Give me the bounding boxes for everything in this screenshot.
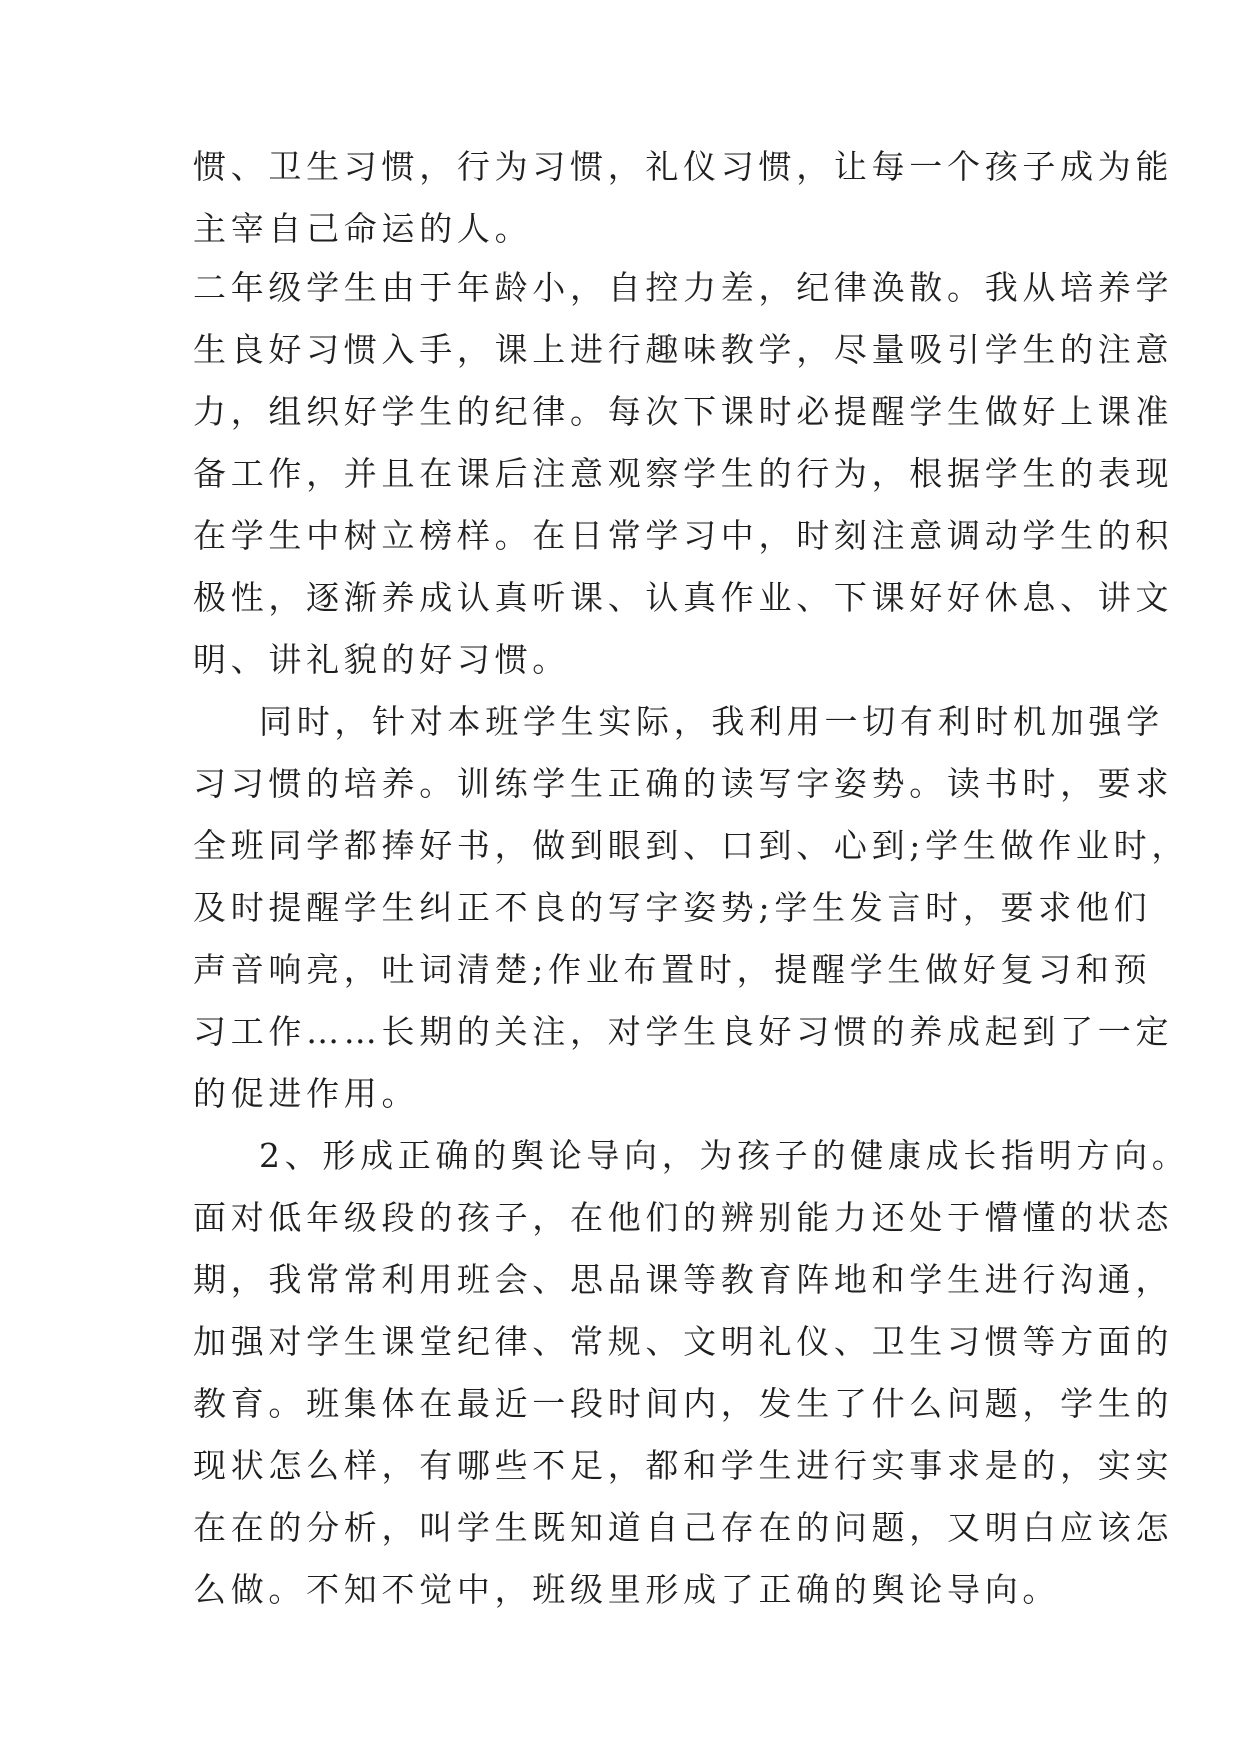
text-line: 面对低年级段的孩子，在他们的辨别能力还处于懵懂的状态 <box>193 1198 1174 1237</box>
text-line: 明、讲礼貌的好习惯。 <box>193 640 570 679</box>
text-line: 教育。班集体在最近一段时间内，发生了什么问题，学生的 <box>193 1384 1174 1423</box>
text-line: 习工作……长期的关注，对学生良好习惯的养成起到了一定 <box>193 1012 1174 1051</box>
text-line: 备工作，并且在课后注意观察学生的行为，根据学生的表现 <box>193 454 1174 493</box>
text-line: 极性，逐渐养成认真听课、认真作业、下课好好休息、讲文 <box>193 578 1174 617</box>
text-line: 全班同学都捧好书，做到眼到、口到、心到;学生做作业时， <box>193 826 1190 865</box>
text-line: 主宰自己命运的人。 <box>193 209 533 248</box>
text-line: 二年级学生由于年龄小，自控力差，纪律涣散。我从培养学 <box>193 268 1174 307</box>
text-line: 在在的分析，叫学生既知道自己存在的问题，又明白应该怎 <box>193 1508 1174 1547</box>
text-line: 么做。不知不觉中，班级里形成了正确的舆论导向。 <box>193 1570 1061 1609</box>
text-line: 现状怎么样，有哪些不足，都和学生进行实事求是的，实实 <box>193 1446 1174 1485</box>
text-line: 生良好习惯入手，课上进行趣味教学，尽量吸引学生的注意 <box>193 330 1174 369</box>
text-line: 及时提醒学生纠正不良的写字姿势;学生发言时，要求他们 <box>193 888 1152 927</box>
text-line: 惯、卫生习惯，行为习惯，礼仪习惯，让每一个孩子成为能 <box>193 147 1174 186</box>
text-line: 声音响亮，吐词清楚;作业布置时，提醒学生做好复习和预 <box>193 950 1152 989</box>
text-line: 加强对学生课堂纪律、常规、文明礼仪、卫生习惯等方面的 <box>193 1322 1174 1361</box>
numbered-heading-line: 2、形成正确的舆论导向，为孩子的健康成长指明方向。 <box>259 1136 1190 1175</box>
text-line: 在学生中树立榜样。在日常学习中，时刻注意调动学生的积 <box>193 516 1174 555</box>
text-line: 习习惯的培养。训练学生正确的读写字姿势。读书时，要求 <box>193 764 1174 803</box>
text-line: 力，组织好学生的纪律。每次下课时必提醒学生做好上课准 <box>193 392 1174 431</box>
text-line: 的促进作用。 <box>193 1074 420 1113</box>
text-line: 期，我常常利用班会、思品课等教育阵地和学生进行沟通， <box>193 1260 1174 1299</box>
paragraph-first-line: 同时，针对本班学生实际，我利用一切有利时机加强学 <box>259 702 1164 741</box>
